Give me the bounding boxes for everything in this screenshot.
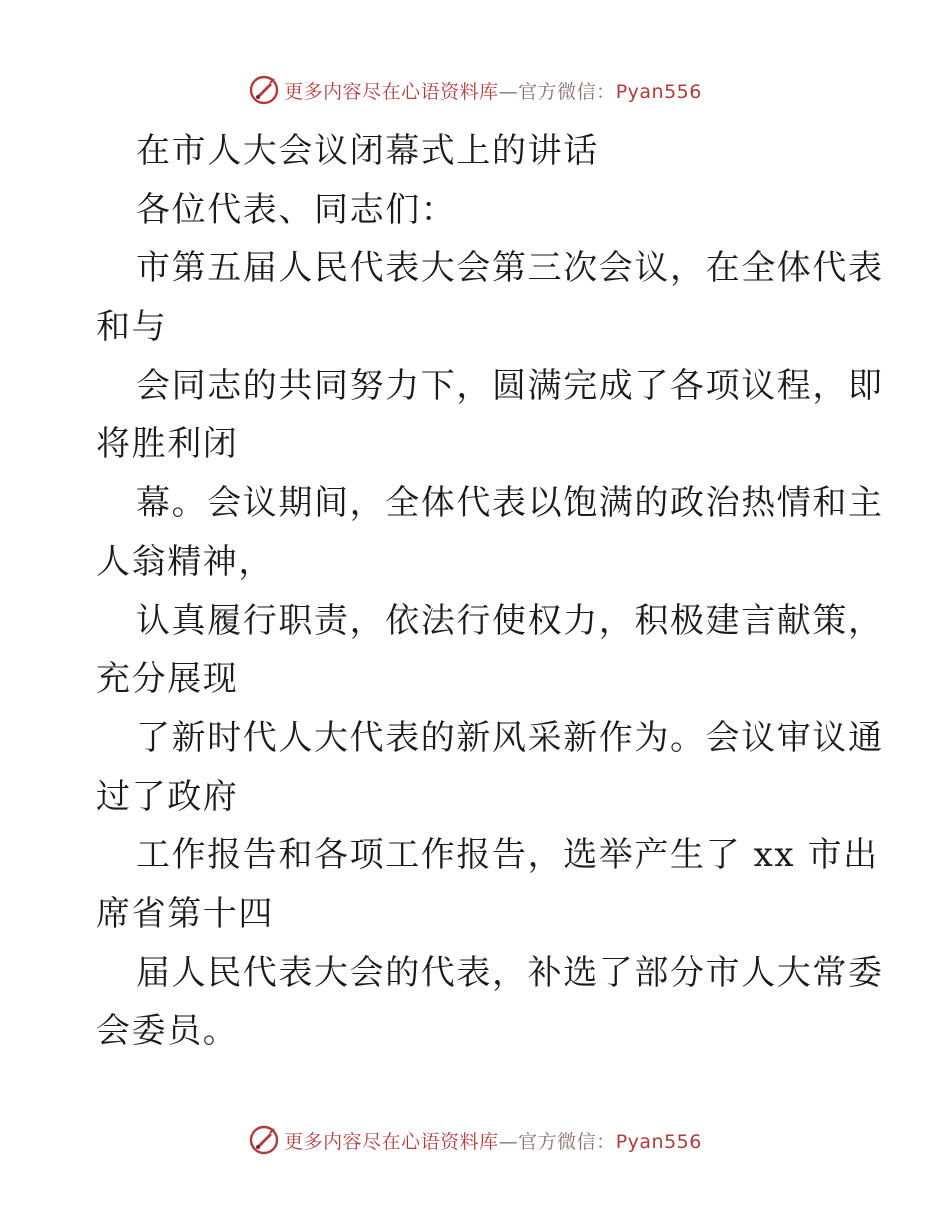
- banner-text: [284, 77, 702, 104]
- text-line: 认真履行职责，依法行使权力，积极建言献策，: [136, 600, 884, 641]
- banner-wechat-id: Pyan556: [615, 1130, 702, 1153]
- banner-wechat-id: Pyan556: [615, 80, 702, 103]
- footer-banner: [0, 1120, 950, 1160]
- text-line: 和与: [96, 307, 168, 348]
- banner-wechat-label: 官方微信：: [518, 80, 616, 103]
- banner-text: [284, 1127, 702, 1154]
- text-line: 会同志的共同努力下，圆满完成了各项议程，即: [136, 365, 884, 406]
- text-line: 人翁精神，: [96, 541, 274, 582]
- quill-seal-icon: [248, 74, 280, 106]
- text-line: 充分展现: [96, 659, 239, 700]
- document-body: [96, 122, 884, 1061]
- banner-separator: —: [498, 80, 519, 103]
- text-line: 市第五届人民代表大会第三次会议，在全体代表: [136, 248, 884, 289]
- text-line: 过了政府: [96, 776, 239, 817]
- text-line: 席省第十四: [96, 893, 274, 934]
- text-line: 届人民代表大会的代表，补选了部分市人大常委: [136, 952, 884, 993]
- banner-promo: 更多内容尽在心语资料库: [284, 1130, 499, 1153]
- banner-separator: —: [498, 1130, 519, 1153]
- text-line: 幕。会议期间，全体代表以饱满的政治热情和主: [136, 483, 884, 524]
- header-banner: [0, 70, 950, 110]
- banner-wechat-label: 官方微信：: [518, 1130, 616, 1153]
- text-line: 工作报告和各项工作报告，选举产生了 xx 市出: [136, 835, 879, 876]
- banner-promo: 更多内容尽在心语资料库: [284, 80, 499, 103]
- text-line: 各位代表、同志们：: [136, 189, 457, 230]
- text-line: 了新时代人大代表的新风采新作为。会议审议通: [136, 717, 884, 758]
- text-line: 会委员。: [96, 1011, 239, 1052]
- quill-seal-icon: [248, 1124, 280, 1156]
- document-title: 在市人大会议闭幕式上的讲话: [136, 131, 599, 171]
- text-line: 将胜利闭: [96, 424, 239, 465]
